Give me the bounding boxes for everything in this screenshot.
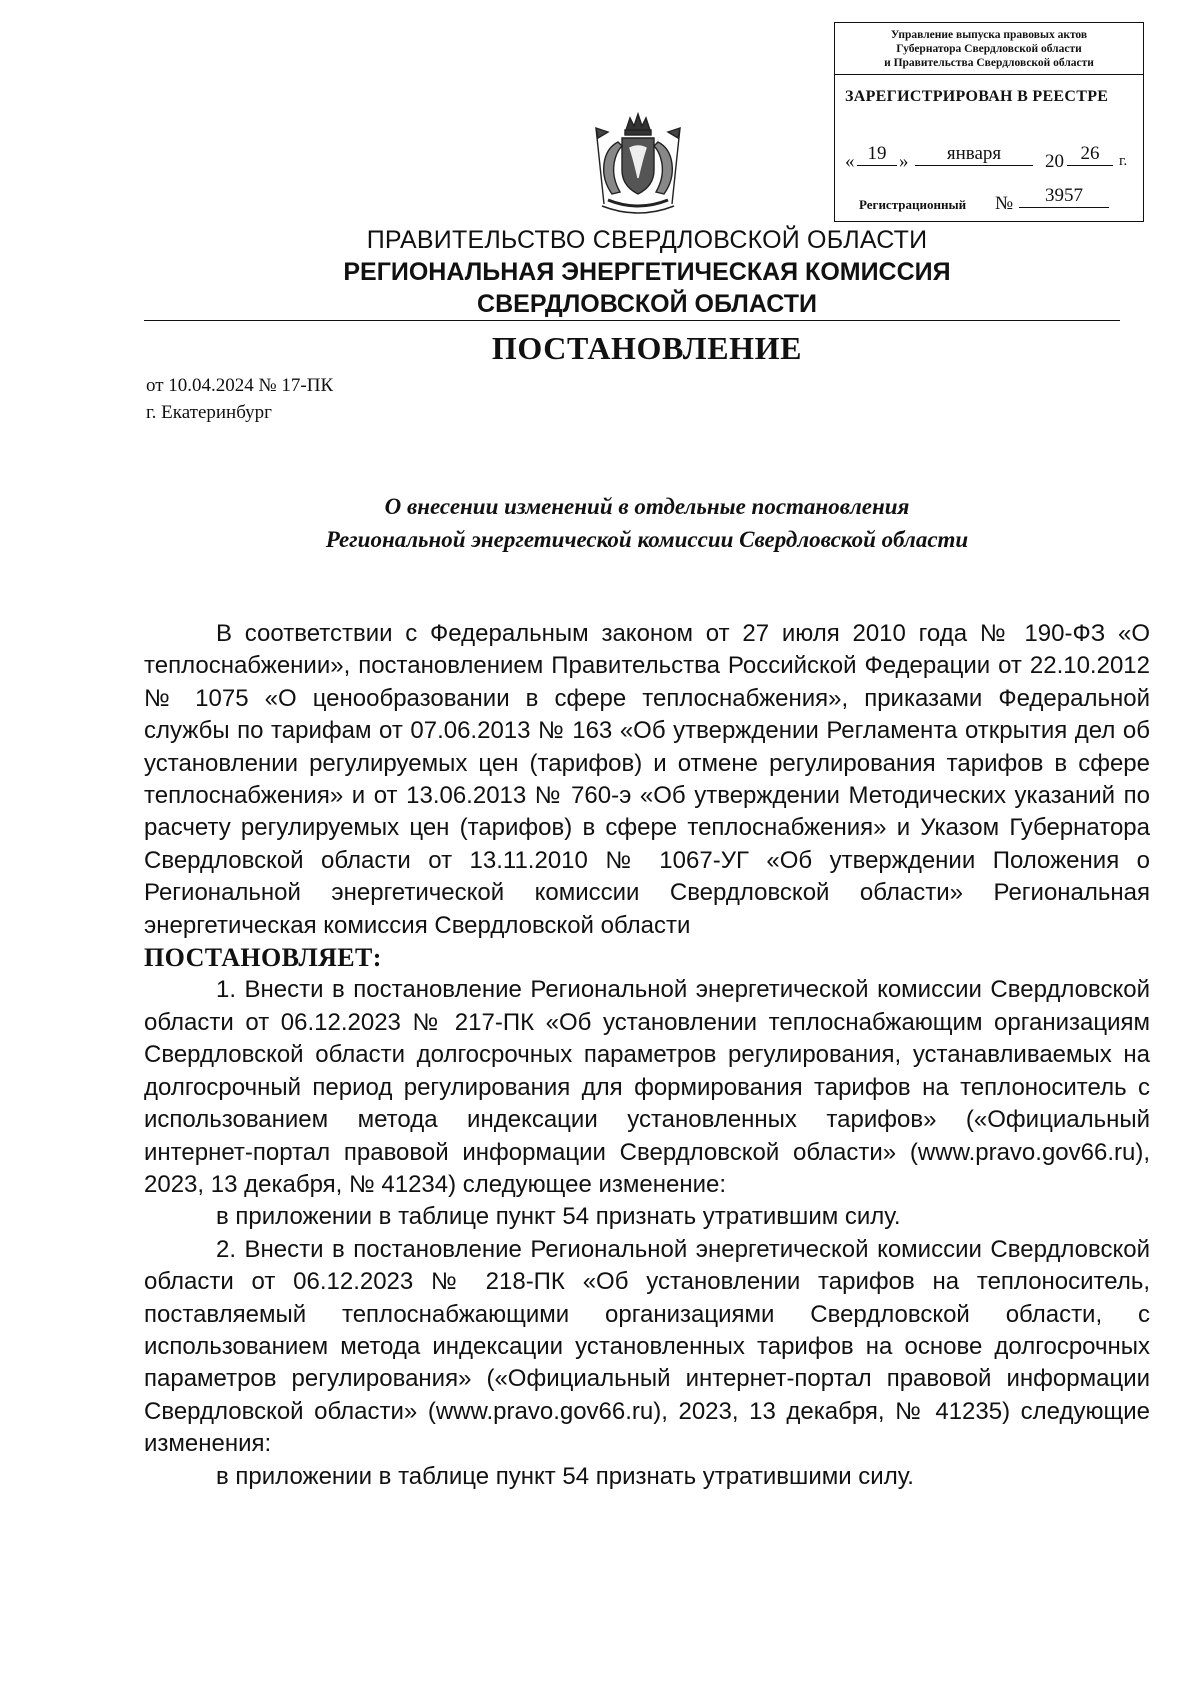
stamp-year-suffix: 26 [1067, 143, 1113, 166]
item-2-paragraph: 2. Внести в постановление Региональной энергетической комиссии Свердловской области от 06.12.2023 № 218-ПК «Об установлении тарифов на теплоноситель, поставляемый теплоснабжающими организациями Свердловской области, с использованием метода индексации установленных тарифов на основе долгосрочных параметров регулирования» («Официальный интернет-портал правовой информации Свердловской области» (www.pravo.gov66.ru), 2023, 13 декабря, № 41235) следующие изменения: [144, 1235, 1150, 1458]
registration-stamp [834, 22, 1144, 222]
stamp-quote-close: » [899, 151, 909, 172]
org-line-government: ПРАВИТЕЛЬСТВО СВЕРДЛОВСКОЙ ОБЛАСТИ [366, 226, 928, 254]
doc-date-number: от 10.04.2024 № 17-ПК [146, 375, 334, 396]
stamp-number-label: Регистрационный [859, 197, 967, 212]
item-1-paragraph: 1. Внести в постановление Региональной энергетической комиссии Свердловской области от 06.12.2023 № 217-ПК «Об установлении теплоснабжающим организациям Свердловской области долгосрочных параметров регулирования, устанавливаемых на долгосрочный период регулирования для формирования тарифов на теплоноситель с использованием метода индексации установленных тарифов» («Официальный интернет-портал правовой информации Свердловской области» (www.pravo.gov66.ru), 2023, 13 декабря, № 41234) следующее изменение: [144, 976, 1150, 1198]
org-line-region: СВЕРДЛОВСКОЙ ОБЛАСТИ [477, 290, 817, 318]
resolves-heading: ПОСТАНОВЛЯЕТ: [144, 943, 382, 973]
stamp-number-value: 3957 [1019, 185, 1109, 208]
stamp-header-line: Губернатора Свердловской области [896, 43, 1082, 55]
date-and-place [146, 372, 333, 426]
doc-type-heading: ПОСТАНОВЛЕНИЕ [491, 330, 803, 366]
org-line-commission: РЕГИОНАЛЬНАЯ ЭНЕРГЕТИЧЕСКАЯ КОМИССИЯ [343, 258, 951, 286]
doc-title-line: О внесении изменений в отдельные постановления [384, 494, 910, 519]
stamp-header-line: и Правительства Свердловской области [884, 57, 1094, 69]
doc-body [144, 618, 1150, 1493]
item-1-change: в приложении в таблице пункт 54 признать утратившим силу. [216, 1203, 901, 1231]
item-2-change: в приложении в таблице пункт 54 признать утратившими силу. [216, 1462, 914, 1490]
doc-title [144, 490, 1150, 556]
stamp-header-line: Управление выпуска правовых актов [890, 29, 1088, 41]
doc-city: г. Екатеринбург [146, 402, 272, 423]
stamp-quote-open: « [845, 151, 855, 172]
coat-of-arms-icon [578, 108, 698, 220]
doc-title-line: Региональной энергетической комиссии Свердловской области [325, 527, 969, 552]
header-divider [144, 320, 1120, 321]
stamp-number-sign: № [995, 193, 1014, 214]
stamp-month: января [915, 143, 1033, 166]
stamp-day: 19 [857, 143, 897, 166]
stamp-year-unit: г. [1119, 153, 1128, 169]
stamp-date [845, 143, 1135, 173]
stamp-registered-label: ЗАРЕГИСТРИРОВАН В РЕЕСТРЕ [845, 88, 1109, 105]
stamp-year-prefix: 20 [1045, 151, 1064, 172]
preamble-paragraph: В соответствии с Федеральным законом от 27 июля 2010 года № 190-ФЗ «О теплоснабжении», постановлением Правительства Российской Федерации от 22.10.2012 № 1075 «О ценообразовании в сфере теплоснабжения», приказами Федеральной службы по тарифам от 07.06.2013 № 163 «Об утверждении Регламента открытия дел об установлении регулируемых цен (тарифов) и отмене регулирования тарифов в сфере теплоснабжения» и от 13.06.2013 № 760-э «Об утверждении Методических указаний по расчету регулируемых цен (тарифов) в сфере теплоснабжения» и Указом Губернатора Свердловской области от 13.11.2010 № 1067-УГ «Об утверждении Положения о Региональной энергетической комиссии Свердловской области» Региональная энергетическая комиссия Свердловской области [144, 620, 1150, 939]
stamp-header [835, 23, 1143, 75]
